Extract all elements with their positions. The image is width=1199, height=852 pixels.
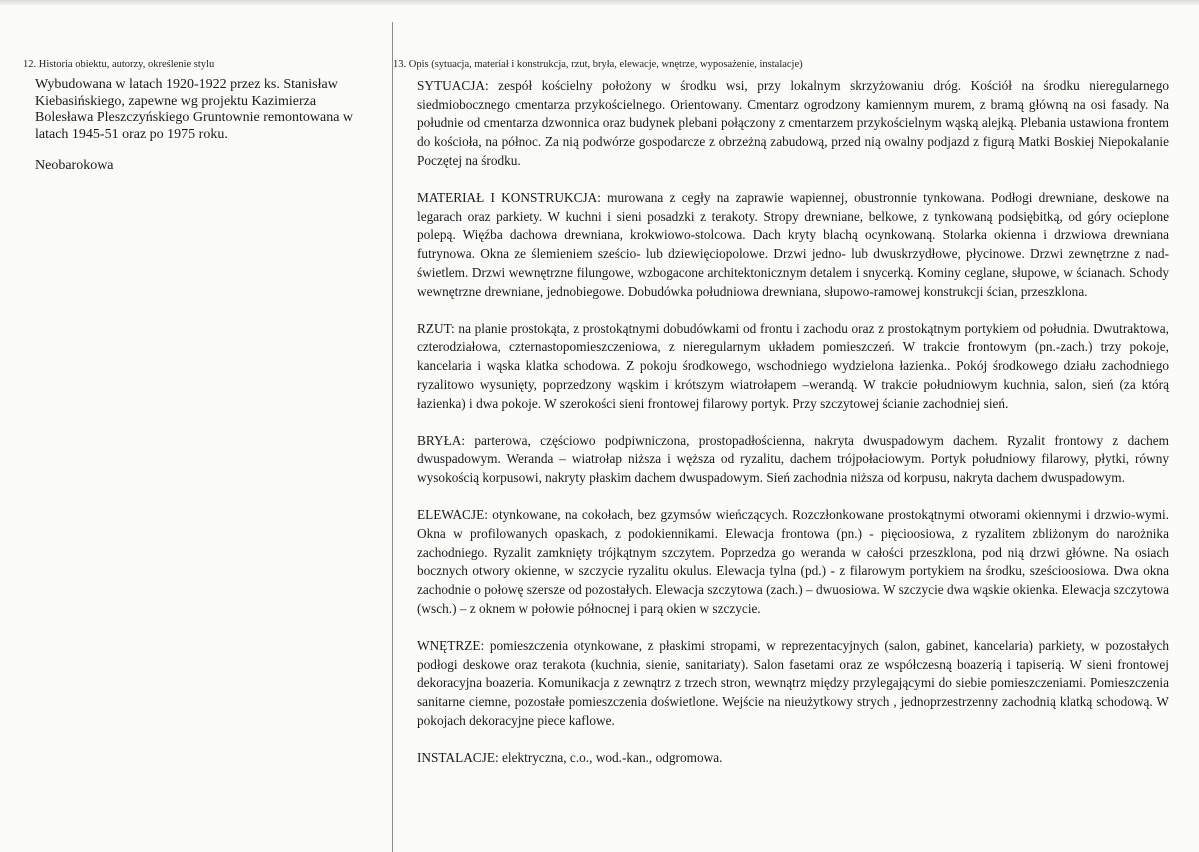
- material-construction-paragraph: MATERIAŁ I KONSTRUKCJA: murowana z cegły na zaprawie wapiennej, obustronnie tynkowana. Podłogi drewniane, deskowe na legarach oraz parkiety. W kuchni i sieni posadzki z terakoty. Stropy drewniane, belkowe, z tynkowaną podsiębitką, od góry ocieplone polepą. Więźba dachowa drewniana, krokwiowo-stolcowa. Dach kryty blachą ocynkowaną. Stolarka okienna i drzwiowa drewniana futrynowa. Okna ze ślemieniem sześcio- lub dziewięciopolowe. Drzwi jedno- lub dwuskrzydłowe, płycinowe. Drzwi zewnętrzne z nad-świetlem. Drzwi wewnętrzne filungowe, wzbogacone architektonicznym detalem i snycerką. Kominy ceglane, słupowe, w ścianach. Schody wewnętrzne drewniane, jednobiegowe. Dobudówka południowa drewniana, słupowo-ramowej konstrukcji ścian, przeszklona.: [417, 190, 1169, 299]
- description-section: [393, 58, 1173, 786]
- scan-edge-shadow: [0, 0, 1199, 6]
- history-text: Wybudowana w latach 1920-1922 przez ks. Stanisław Kiebasińskiego, zapewne wg projektu Kazimierza Bolesława Pleszczyńskiego Gruntownie remontowana w latach 1945-51 oraz po 1975 roku.: [35, 77, 354, 142]
- elevations-paragraph: ELEWACJE: otynkowane, na cokołach, bez gzymsów wieńczących. Rozczłonkowane prostokątnymi otworami okiennymi i drzwio-wymi. Okna w profilowanych opaskach, z podokiennikami. Elewacja frontowa (pn.) - pięcioosiowa, z ryzalitem zbliżonym do narożnika zachodniego. Ryzalit zamknięty trójkątnym szczytem. Poprzedza go weranda w całości przeszklona, pod nią drzwi główne. Na osiach bocznych otwory okienne, w szczycie ryzalitu okulus. Elewacja tylna (pd.) - z filarowym portykiem na środku, sześcioosiowa. Dwa okna zachodnie o połowę szersze od pozostałych. Elewacja szczytowa (zach.) – dwuosiowa. W szczycie dwa wąskie okienka. Elewacja szczytowa (wsch.) – z oknem w połowie północnej i parą okien w szczycie.: [417, 507, 1169, 616]
- style-text: Neobarokowa: [35, 158, 114, 173]
- plan-paragraph: RZUT: na planie prostokąta, z prostokątnymi dobudówkami od frontu i zachodu oraz z prostokątnym portykiem od południa. Dwutraktowa, czterodziałowa, czternastopomieszczeniowa, z nieregularnym układem pomieszczeń. W trakcie frontowym (pn.-zach.) trzy pokoje, kancelaria i wąska klatka schodowa. Z pokoju środkowego, wschodniego wydzielona łazienka.. Pokój środkowego działu zachodniego ryzalitowo wysunięty, poprzedzony wąskim i krótszym wiatrołapem –werandą. W trakcie południowym kuchnia, salon, sień (za którą łazienka) i dwa pokoje. W szerokości sieni frontowej filarowy portyk. Przy szczytowej ścianie zachodniej sień.: [417, 320, 1169, 411]
- situation-paragraph: SYTUACJA: zespół kościelny położony w środku wsi, przy lokalnym skrzyżowaniu dróg. Kościół na środku nieregularnego siedmiobocznego cmentarza przykościelnego. Orientowany. Cmentarz ogrodzony kamiennym murem, z bramą główną na osi fasady. Na południe od cmentarza dzwonnica oraz budynek plebani połączony z cmentarzem przykościelnym wąską alejką. Plebania ustawiona frontem do kościoła, na północ. Za nią podwórze gospodarcze z obrzeżną zabudową, przed nią owalny podjazd z figurą Matki Boskiej Niepokalanie Poczętej na środku.: [417, 78, 1169, 168]
- body-paragraph: BRYŁA: parterowa, częściowo podpiwniczona, prostopadłościenna, nakryta dwuspadowym dachem. Ryzalit frontowy z dachem dwuspadowym. Weranda – wiatrołap niższa i węższa od ryzalitu, dachem trójpołaciowym. Portyk południowy filarowy, płytki, równy wysokością korpusowi, nakryty płaskim dachem dwuspadowym. Sień zachodnia niższa od korpusu, nakryta dachem dwuspadowym.: [417, 432, 1169, 486]
- interior-paragraph: WNĘTRZE: pomieszczenia otynkowane, z płaskimi stropami, w reprezentacyjnych (salon, gabinet, kancelaria) parkiety, w pozostałych podłogi deskowe oraz terakota (kuchnia, sienie, sanitariaty). Salon fasetami oraz ze współczesną boazerią i tapiserią. W sieni frontowej dekoracyjna boazeria. Komunikacja z zewnątrz z trzech stron, wewnątrz między przylegającymi do siebie pomieszczeniami. Pomieszczenia sanitarne ciemne, pozostałe pomieszczenia doświetlone. Wejście na nieużytkowy strych , jednoprzestrzenny zachodnią klatką schodową. W pokojach dekoracyjne piece kaflowe.: [417, 638, 1169, 728]
- history-section-label: 12. Historia obiektu, autorzy, określenie stylu: [23, 59, 215, 70]
- history-section: [23, 58, 368, 175]
- description-section-label: 13. Opis (sytuacja, materiał i konstrukcja, rzut, bryła, elewacje, wnętrze, wyposażenie, instalacje): [393, 59, 803, 70]
- installations-paragraph: INSTALACJE: elektryczna, c.o., wod.-kan., odgromowa.: [417, 750, 723, 766]
